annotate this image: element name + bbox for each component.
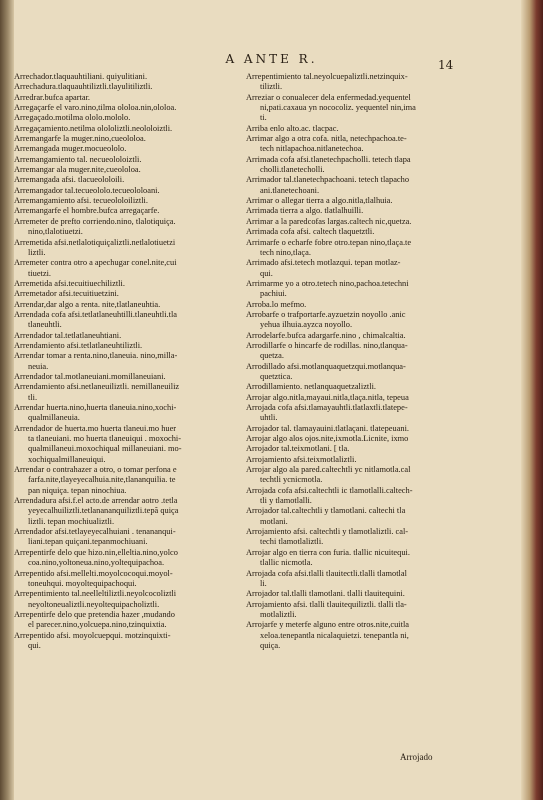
page-edge [521, 0, 543, 800]
dictionary-line: Arremangarfe el hombre.bufca arregaçarfe. [14, 206, 160, 216]
dictionary-line: Arrojar algo.nitla,mayaui.nitla,tlaça.nitla, tepeua [246, 392, 409, 402]
dictionary-line: Arrimador tal.tlanetechpachoani. tetech tlapacho [246, 175, 410, 185]
dictionary-line: ti. [260, 113, 267, 123]
dictionary-line: Arrendador de huerta.mo huerta tlaneui.mo huer [14, 423, 177, 433]
dictionary-line: motlani. [260, 516, 288, 526]
dictionary-line: Arrojar algo alos ojos.nite,ixmotla.Licnite, ixmo [246, 434, 409, 444]
dictionary-line: Arremeter contra otro a apechugar conel.nite,cui [14, 258, 177, 268]
dictionary-line: Arrojador tal.tlalli tlamotlani. tlalli tlauitequini. [246, 589, 405, 599]
dictionary-line: pachiui. [260, 289, 287, 299]
dictionary-line: Arrojada cofa afsi.caltechtli ic tlamotlalli.caltech- [246, 485, 413, 495]
dictionary-line: Arremetida afsi.netlalotiquiçaliztli.netlalotiuetzi [14, 237, 176, 247]
dictionary-line: Arrendador tal.tetlatlaneuhtiani. [14, 330, 122, 340]
right-column [246, 72, 482, 651]
dictionary-line: Arrojamiento afsi. caltechtli y tlamotlaliztli. cal- [246, 527, 409, 537]
dictionary-line: Arrojada cofa afsi.tlalli tlauitectli.tlalli tlamotlal [246, 568, 407, 578]
dictionary-line: Arremetida afsi.tecuitiuechiliztli. [14, 278, 125, 288]
running-header: A ANTE R. [225, 52, 318, 66]
dictionary-line: Arremangada muger.mocueololo. [14, 144, 127, 154]
dictionary-line: qui. [260, 268, 273, 278]
dictionary-line: Arrodillado afsi.motlanquaquetzqui.motlanqua- [246, 361, 406, 371]
dictionary-line: coa.nino,yoltoneua.nino,yoltequipachoa. [28, 558, 165, 568]
dictionary-line: Arrojador tal. tlamayauini.tlatlaçani. tlatepeuani. [246, 423, 410, 433]
dictionary-line: Arrechadura.tlaquauhtiliztli.tlayulitiliztli. [14, 82, 153, 92]
dictionary-line: neuia. [28, 361, 49, 371]
dictionary-line: Arrodillarfe o hincarfe de rodillas. nino,tlanqua- [246, 340, 408, 350]
dictionary-line: qualmillaneuia. [28, 413, 80, 423]
dictionary-line: Arrepentimiento tal.neyolcuepaliztli.netzinquix- [246, 72, 408, 81]
dictionary-line: ni,pati.caxaua yn nococoliz. yequentel nin,ima [260, 103, 416, 113]
dictionary-line: Arrojar algo ala pared.caltechtli yc nitlamotla.cal [246, 465, 411, 475]
dictionary-line: Arrepentido afsi. moyolcuepqui. motzinquixti- [14, 630, 171, 640]
dictionary-line: yehua ilhuia.ayzca noyollo. [260, 320, 353, 330]
dictionary-line: Arrendar,dar algo a renta. nite,tlatlaneuhtia. [14, 299, 161, 309]
dictionary-line: tech nino,tlaça. [260, 247, 311, 257]
dictionary-line: Arrimada cofa afsi. caltech tlaquetztli. [246, 227, 375, 237]
dictionary-line: qui. [28, 640, 41, 650]
dictionary-line: quetza. [260, 351, 284, 361]
dictionary-line: Arrendador tal.motlaneuiani.momillaneuiani. [14, 371, 166, 381]
dictionary-line: ani.tlanetechoani. [260, 185, 320, 195]
dictionary-line: xochiqualmillaneuiqui. [28, 454, 106, 464]
dictionary-line: toneuhqui. moyoltequipachoqui. [28, 578, 137, 588]
dictionary-line: Arrojamiento afsi. tlalli tlauitequiliztli. tlalli tla- [246, 599, 407, 609]
dictionary-line: Arrendar huerta.nino,huerta tlaneuia.nino,xochi- [14, 403, 177, 412]
dictionary-line: Arremangamiento afsi. tecueololoiliztli. [14, 196, 148, 206]
dictionary-line: Arrimar a la paredcofas largas.caltech nic,quetza. [246, 216, 412, 226]
dictionary-line: Arrojar algo en tierra con furia. tlallic nicuitequi. [246, 547, 410, 557]
dictionary-line: Arrobarfe o trafportarfe.ayzuetzin noyollo .anic [246, 309, 406, 319]
dictionary-line: tiuetzi. [28, 268, 52, 278]
dictionary-line: Arrojador tal.caltechtli y tlamotlani. caltechi tla [246, 506, 406, 516]
dictionary-line: Arrimarfe o echarfe fobre otro.tepan nino,tlaça.te [246, 237, 412, 247]
page-number: 14 [438, 58, 454, 72]
dictionary-line: Arreziar o conualecer dela enfermedad.yequentel [246, 92, 411, 102]
dictionary-line: quetztica. [260, 371, 293, 381]
dictionary-line: Arrepentido afsi.mellelti.moyolcocoqui.moyol- [14, 568, 173, 578]
dictionary-line: Arrimado afsi.tetech motlazqui. tepan motlaz- [246, 258, 401, 268]
dictionary-line: Arrendada cofa afsi.tetlatlaneuhtilli.tlaneuhtli.tla [14, 309, 178, 319]
dictionary-line: Arrimada cofa afsi.tlanetechpacholli. tetech tlapa [246, 154, 411, 164]
catchword: Arrojado [400, 752, 433, 762]
dictionary-line: Arrojamiento afsi.teixmotlaliztli. [246, 454, 357, 464]
dictionary-line: tli. [28, 392, 38, 402]
dictionary-line: motlaliztli. [260, 609, 297, 619]
dictionary-line: pan niquiça. tepan ninochiua. [28, 485, 127, 495]
dictionary-line: Arrimarme yo a otro.tetech nino,pachoa.tetechni [246, 278, 409, 288]
dictionary-line: liani.tepan quiçani.tepanmochiuani. [28, 537, 148, 547]
dictionary-line: yeyecalhuiliztli.tetlanananquiliztli.tepã quiça [28, 506, 179, 516]
dictionary-line: Arrendamiento afsi.netlaneuiliztli. nemillaneuiliz [14, 382, 180, 392]
dictionary-line: Arrojada cofa afsi.tlamayauhtli.tlatlaxtli.tlatepe- [246, 403, 408, 412]
dictionary-line: quiça. [260, 640, 281, 650]
dictionary-line: Arrimar o allegar tierra a algo.nitla,tlalhuia. [246, 196, 393, 206]
dictionary-line: tech nitlapachoa.nitlanetechoa. [260, 144, 364, 154]
dictionary-line: ta tlaneuiani. mo huerta tlaneuiqui . moxochi- [28, 434, 182, 444]
dictionary-line: Arregaçado.motilma ololo.mololo. [14, 113, 131, 123]
dictionary-line: Arremetador afsi.tecuitiuetzini. [14, 289, 119, 299]
dictionary-line: Arrimar algo a otra cofa. nitla, netechpachoa.te- [246, 134, 407, 144]
dictionary-line: Arremangada afsi. tlacueololoili. [14, 175, 125, 185]
dictionary-line: Arredrar.bufca apartar. [14, 92, 91, 102]
dictionary-line: Arrendadura afsi.f.el acto.de arrendar aotro .tetla [14, 496, 178, 506]
dictionary-line: Arrimada tierra a algo. tlatlalhuilli. [246, 206, 364, 216]
dictionary-line: Arrojador tal.teixmotlani. [ tla. [246, 444, 350, 454]
dictionary-line: Arrendador afsi.tetlayeyecalhuiani . tenananqui- [14, 527, 176, 537]
dictionary-line: nino,tlalotiuetzi. [28, 227, 83, 237]
dictionary-line: Arremeter de prefto corriendo.nino, tlalotiquiça. [14, 216, 176, 226]
dictionary-line: Arregaçamiento.netilma olololiztli.neololoiztli. [14, 123, 173, 133]
dictionary-line: Arrendamiento afsi.tetlatlaneuhtiliztli. [14, 340, 143, 350]
dictionary-line: Arremangador tal.tecueololo.tecueololoani. [14, 185, 160, 195]
dictionary-line: tli y tlamotlalli. [260, 496, 312, 506]
dictionary-line: Arriba enlo alto.ac. tlacpac. [246, 123, 339, 133]
dictionary-line: xeloa.tenepantla nicalaquietzi. tenepantla ni, [260, 630, 409, 640]
book-gutter [0, 0, 14, 800]
dictionary-line: uhtli. [260, 413, 278, 423]
dictionary-line: Arremangar ala muger.nite,cueololoa. [14, 165, 141, 175]
dictionary-line: Arregaçarfe el varo.nino,tilma ololoa.nin,ololoa. [14, 103, 177, 113]
dictionary-line: Arrechador.tlaquauhtiliani. quiyulitiani. [14, 72, 148, 81]
dictionary-line: Arrepentimiento tal.neelleltiliztli.neyolcocoliztli [14, 589, 177, 599]
dictionary-line: Arrendar tomar a renta.nino,tlaneuia. nino,milla- [14, 351, 178, 361]
dictionary-line: techi tlamotlaliztli. [260, 537, 324, 547]
dictionary-line: li. [260, 578, 267, 588]
dictionary-line: cholli.tlanetecholli. [260, 165, 325, 175]
dictionary-line: techtli ycnicmotla. [260, 475, 323, 485]
dictionary-line: Arrojarfe y meterfe alguno entre otros.nite,cuitla [246, 620, 410, 630]
dictionary-line: Arrodillamiento. netlanquaquetzaliztli. [246, 382, 377, 392]
dictionary-line: tlaneuhtli. [28, 320, 62, 330]
dictionary-line: Arremangarfe la muger.nino,cueololoa. [14, 134, 146, 144]
dictionary-line: el parecer.nino,yolcuepa.nino,tzinquixtia. [28, 620, 167, 630]
dictionary-line: Arrepentirfe delo que hizo.nin,elleltia.nino,yolco [14, 547, 178, 557]
dictionary-line: Arrodelarfe.bufca adargarfe.nino , chimalcaltia. [246, 330, 406, 340]
dictionary-line: liztli. tepan mochiualiztli. [28, 516, 115, 526]
dictionary-line: tiliztli. [260, 82, 283, 92]
dictionary-line: liztli. [28, 247, 46, 257]
dictionary-line: Arrepentirfe delo que pretendia hazer ,mudando [14, 609, 175, 619]
left-column [14, 72, 246, 651]
dictionary-line: farfa.nite,tlayeyecalhuia.nite,tlananquilia. te [28, 475, 176, 485]
dictionary-line: Arrendar o contrahazer a otro, o tomar perfona e [14, 465, 177, 475]
dictionary-line: neyoltoneualiztli.neyoltequipacholiztli. [28, 599, 160, 609]
dictionary-line: tlallic nicmotla. [260, 558, 313, 568]
dictionary-line: qualmillaneui.moxochiqual millaneuiani. mo- [28, 444, 182, 454]
dictionary-line: Arroba.lo mefmo. [246, 299, 307, 309]
dictionary-line: Arremangamiento tal. necueololoiztli. [14, 154, 142, 164]
